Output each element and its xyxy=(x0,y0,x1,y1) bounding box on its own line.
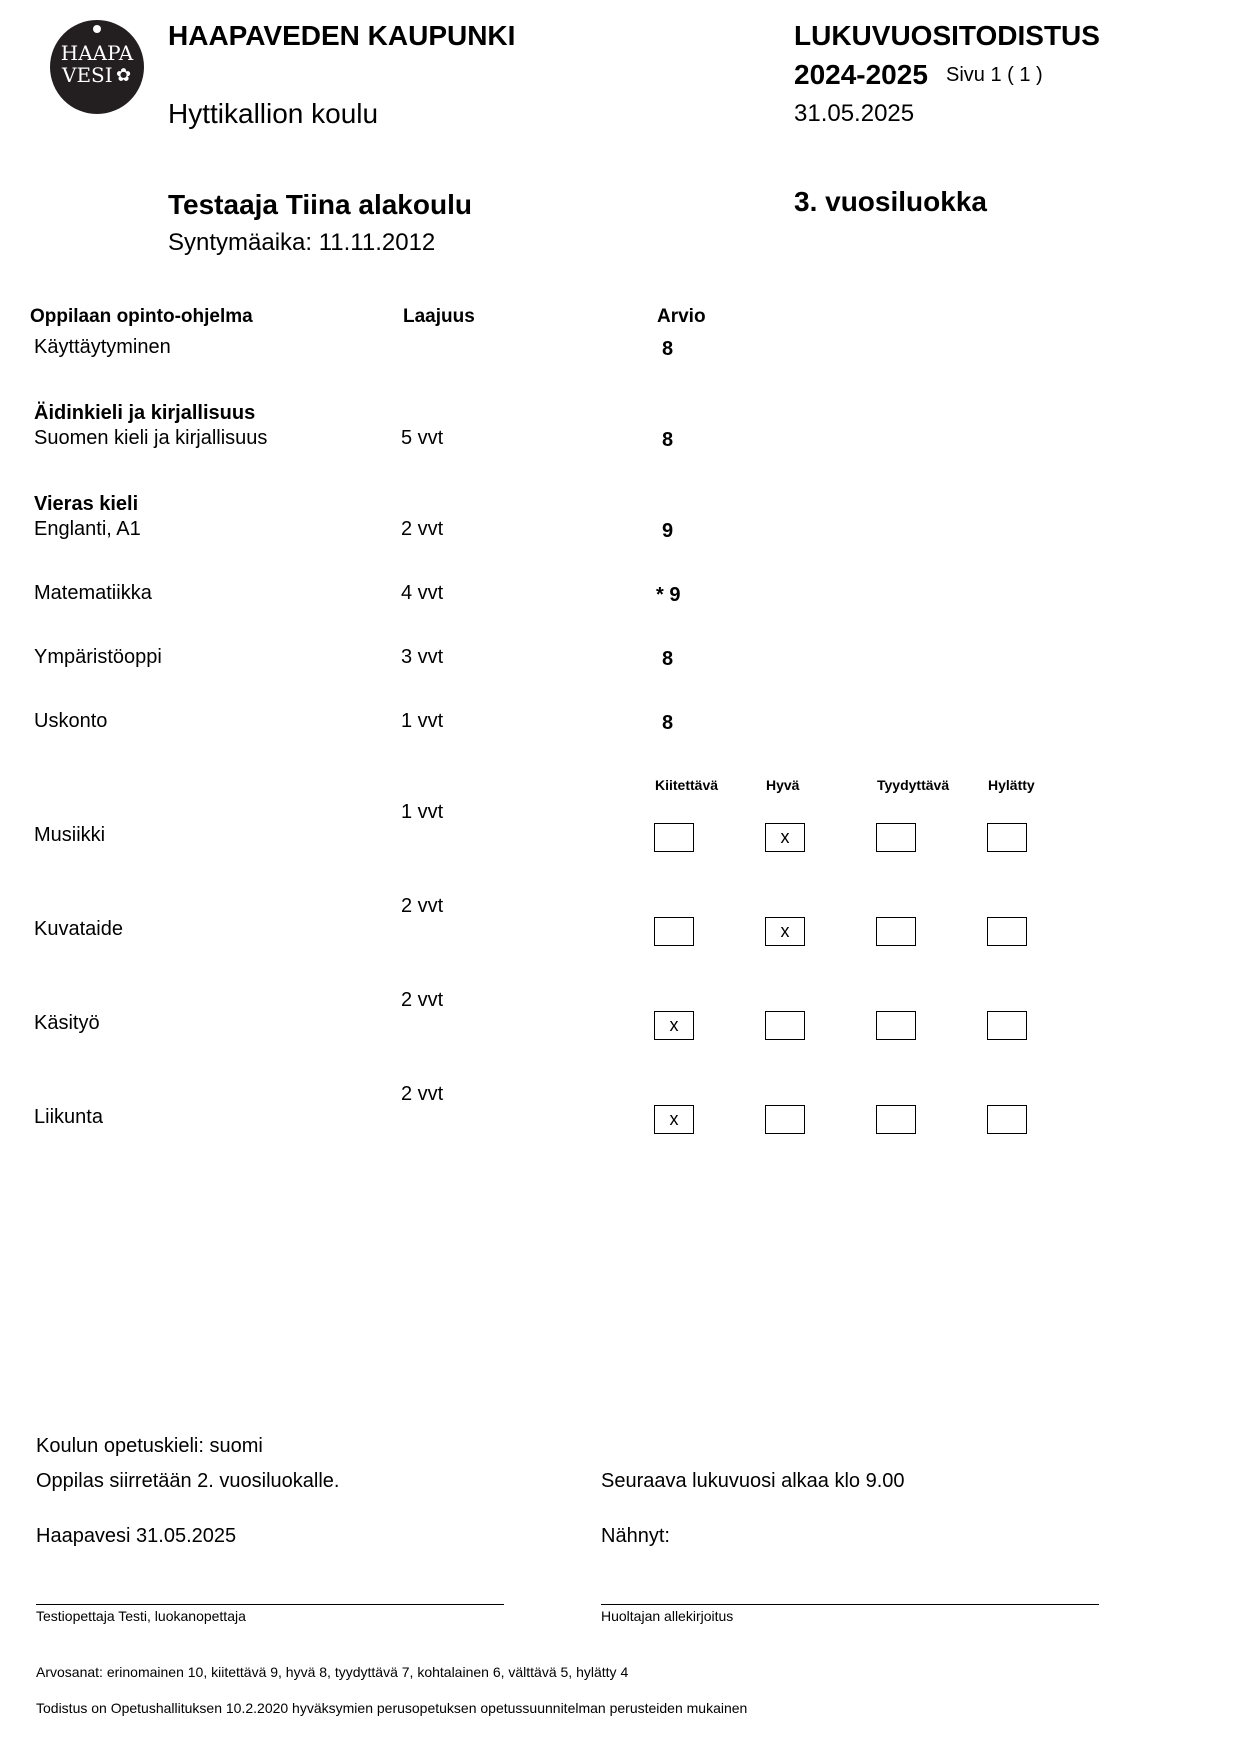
assessment-checkbox xyxy=(876,823,916,852)
grade-scale-note: Arvosanat: erinomainen 10, kiitettävä 9, hyvä 8, tyydyttävä 7, kohtalainen 6, välttävä 5, hylätty 4 xyxy=(36,1664,629,1680)
assessment-checkbox xyxy=(654,823,694,852)
subject-name: Käsityö xyxy=(34,1012,100,1034)
assessment-checkbox xyxy=(876,1011,916,1040)
assessment-checkbox: x xyxy=(654,1011,694,1040)
student-birthdate: Syntymäaika: 11.11.2012 xyxy=(168,229,436,256)
school-name: Hyttikallion koulu xyxy=(168,98,379,129)
subject-name: Englanti, A1 xyxy=(34,518,141,540)
curriculum-basis-note: Todistus on Opetushallituksen 10.2.2020 hyväksymien perusopetuksen opetussuunnitelman perusteiden mukainen xyxy=(36,1700,748,1716)
assessment-checkbox xyxy=(987,823,1027,852)
assessment-checkbox: x xyxy=(765,917,805,946)
assessment-checkbox: x xyxy=(765,823,805,852)
column-header-scope: Laajuus xyxy=(403,306,475,327)
document-title: LUKUVUOSITODISTUS xyxy=(794,20,1100,51)
subject-scope: 2 vvt xyxy=(401,895,444,917)
subject-group: Vieras kieli xyxy=(34,493,139,515)
subject-scope: 2 vvt xyxy=(401,518,444,540)
organization-name: HAAPAVEDEN KAUPUNKI xyxy=(168,20,516,51)
assessment-checkbox xyxy=(765,1011,805,1040)
subject-grade: 8 xyxy=(662,338,674,360)
assessment-checkbox xyxy=(987,1011,1027,1040)
student-name: Testaaja Tiina alakoulu xyxy=(168,189,472,220)
assessment-checkbox xyxy=(987,917,1027,946)
flower-icon: ✿ xyxy=(116,65,132,85)
next-year-start: Seuraava lukuvuosi alkaa klo 9.00 xyxy=(601,1470,905,1492)
place-and-date: Haapavesi 31.05.2025 xyxy=(36,1525,237,1547)
subject-scope: 3 vvt xyxy=(401,646,444,668)
subject-scope: 2 vvt xyxy=(401,989,444,1011)
subject-scope: 4 vvt xyxy=(401,582,444,604)
city-logo xyxy=(50,20,144,114)
logo-text-line1: HAAPA xyxy=(60,41,134,65)
teacher-signature-line xyxy=(36,1604,504,1605)
subject-grade: 8 xyxy=(662,648,674,670)
assessment-checkbox xyxy=(987,1105,1027,1134)
subject-name: Kuvataide xyxy=(34,918,123,940)
subject-scope: 2 vvt xyxy=(401,1083,444,1105)
document-date: 31.05.2025 xyxy=(794,100,915,127)
subject-grade: 8 xyxy=(662,429,674,451)
subject-name: Ympäristöoppi xyxy=(34,646,162,668)
logo-text-line2: VESI xyxy=(62,63,113,87)
subject-grade: 8 xyxy=(662,712,674,734)
teaching-language: Koulun opetuskieli: suomi xyxy=(36,1435,263,1457)
assessment-checkbox: x xyxy=(654,1105,694,1134)
subject-name: Uskonto xyxy=(34,710,108,732)
assessment-checkbox xyxy=(654,917,694,946)
assessment-checkbox xyxy=(876,917,916,946)
assessment-checkbox xyxy=(765,1105,805,1134)
seen-label: Nähnyt: xyxy=(601,1525,670,1547)
subject-name: Käyttäytyminen xyxy=(34,336,171,358)
page-number: Sivu 1 ( 1 ) xyxy=(946,64,1043,86)
subject-name: Matematiikka xyxy=(34,582,152,604)
column-header-grade: Arvio xyxy=(657,306,706,327)
column-header-program: Oppilaan opinto-ohjelma xyxy=(30,306,253,327)
grade-level: 3. vuosiluokka xyxy=(794,186,987,217)
subject-grade: 9 xyxy=(662,520,674,542)
subject-group: Äidinkieli ja kirjallisuus xyxy=(34,402,256,424)
subject-scope: 1 vvt xyxy=(401,710,444,732)
guardian-signature-caption: Huoltajan allekirjoitus xyxy=(601,1608,734,1624)
subject-name: Liikunta xyxy=(34,1106,103,1128)
guardian-signature-line xyxy=(601,1604,1099,1605)
subject-scope: 5 vvt xyxy=(401,427,444,449)
subject-name: Musiikki xyxy=(34,824,106,846)
verbal-header-failed: Hylätty xyxy=(988,777,1035,793)
subject-grade: * 9 xyxy=(656,584,681,606)
subject-name: Suomen kieli ja kirjallisuus xyxy=(34,427,268,449)
subject-scope: 1 vvt xyxy=(401,801,444,823)
transfer-statement: Oppilas siirretään 2. vuosiluokalle. xyxy=(36,1470,340,1492)
logo-hole xyxy=(93,25,101,33)
assessment-checkbox xyxy=(876,1105,916,1134)
verbal-header-good: Hyvä xyxy=(766,777,800,793)
verbal-header-excellent: Kiitettävä xyxy=(655,777,719,793)
school-year: 2024-2025 xyxy=(794,59,928,90)
teacher-signature-caption: Testiopettaja Testi, luokanopettaja xyxy=(36,1608,246,1624)
verbal-header-satisfactory: Tyydyttävä xyxy=(877,777,950,793)
